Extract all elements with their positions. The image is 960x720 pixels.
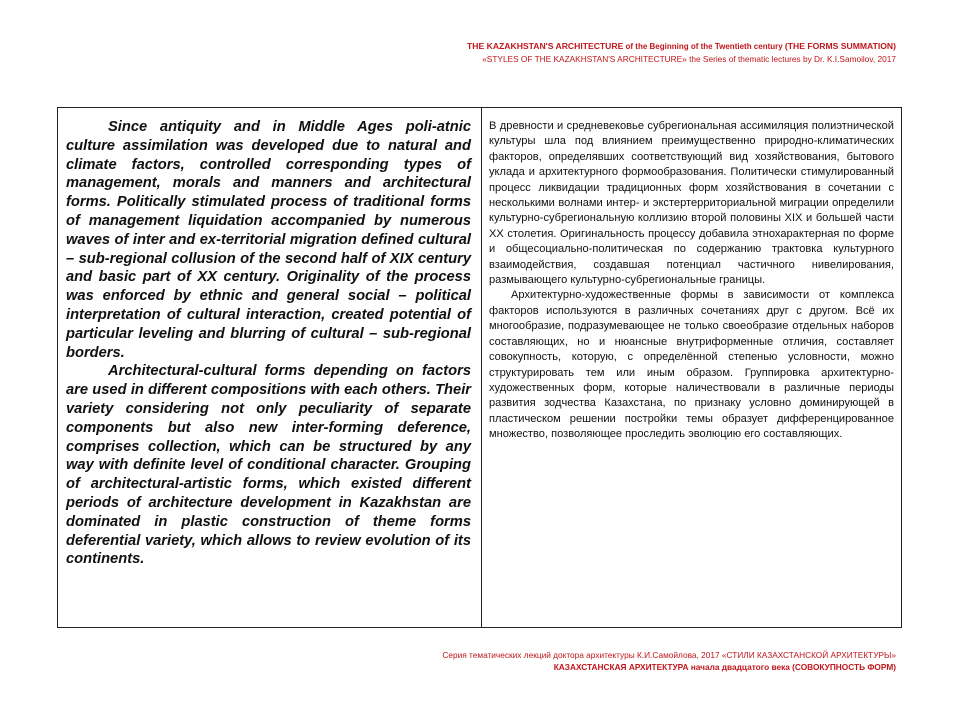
slide-header [467, 40, 896, 65]
header-title-main: THE KAZAKHSTAN'S ARCHITECTURE [467, 41, 624, 51]
russian-paragraph-1: В древности и средневековье субрегиональная ассимиляция полиэтнической культуры шла под влиянием преимущественно природно-климатических факторов, определявших соответствующий вид хозяйствования, бытового уклада и архитектурного формообразования. Политически стимулированный процесс ликвидации традиционных форм хозяйствования в сочетании с несколькими волнами интер- и экстертерриториальной миграции определили культурно-субрегиональную коллизию второй половины XIX и большей части XX столетия. Оригинальность процессу добавила этнохарактерная по форме и общесоциально-политическая по содержанию трактовка культурного взаимодействия, создавшая потенциал частичного нивелирования, размывающего культурно-субрегиональные границы. [489, 120, 894, 287]
bilingual-text-table [57, 107, 902, 628]
footer-title-line: КАЗАХСТАНСКАЯ АРХИТЕКТУРА начала двадцатого века (СОВОКУПНОСТЬ ФОРМ) [553, 662, 896, 672]
russian-paragraph-2: Архитектурно-художественные формы в зависимости от комплекса факторов используются в различных сочетаниях друг с другом. Всё их многообразие, подразумевающее не только своеобразие отдельных наборов составляющих, но и нюансные внутриформенные отличия, составляет совокупность, которую, с определённой степенью условности, можно структурировать тем или иным образом. Группировка архитектурно-художественных форм, которые наличествовали в различные периоды развития зодчества Казахстана, по признаку условно доминирующей в пластическом решении постройки темы образует дифференцированное множество, позволяющее проследить эволюцию его составляющих. [489, 289, 894, 441]
footer-series-line: Серия тематических лекций доктора архитектуры К.И.Самойлова, 2017 «СТИЛИ КАЗАХСТАНСКОЙ АРХИТЕКТУРЫ» [442, 650, 896, 660]
russian-column [482, 108, 901, 627]
slide-footer [442, 649, 896, 673]
english-paragraph-1: Since antiquity and in Middle Ages poli-atnic culture assimilation was developed due to natural and climate factors, controlled corresponding types of management, morals and manners and architectural forms. Politically stimulated process of traditional forms of management liquidation accompanied by numerous waves of inter and ex-territorial migration defined cultural – sub-regional collusion of the second half of XIX century and basic part of XX century. Originality of the process was enforced by ethnic and general social – political interpretation of cultural interaction, created potential of particular leveling and blurring of cultural – sub-regional borders. [66, 119, 471, 361]
english-paragraph-2: Architectural-cultural forms depending on factors are used in different compositions with each others. Their variety considering not only peculiarity of separate components but also new inter-forming deference, comprises collection, which can be structured by any way with definite level of conditional character. Grouping of architectural-artistic forms, which existed different periods of architecture development in Kazakhstan are dominated in plastic construction of theme forms deferential variety, which allows to review evolution of its continents. [66, 363, 471, 568]
header-title-end: (THE FORMS SUMMATION) [784, 41, 896, 51]
header-title [467, 40, 896, 53]
header-series-line: «STYLES OF THE KAZAKHSTAN'S ARCHITECTURE» the Series of thematic lectures by Dr. K.I.Samoilov, 2017 [482, 54, 896, 64]
english-column [58, 108, 482, 627]
header-title-sub: of the Beginning of the Twentieth century [623, 42, 785, 51]
